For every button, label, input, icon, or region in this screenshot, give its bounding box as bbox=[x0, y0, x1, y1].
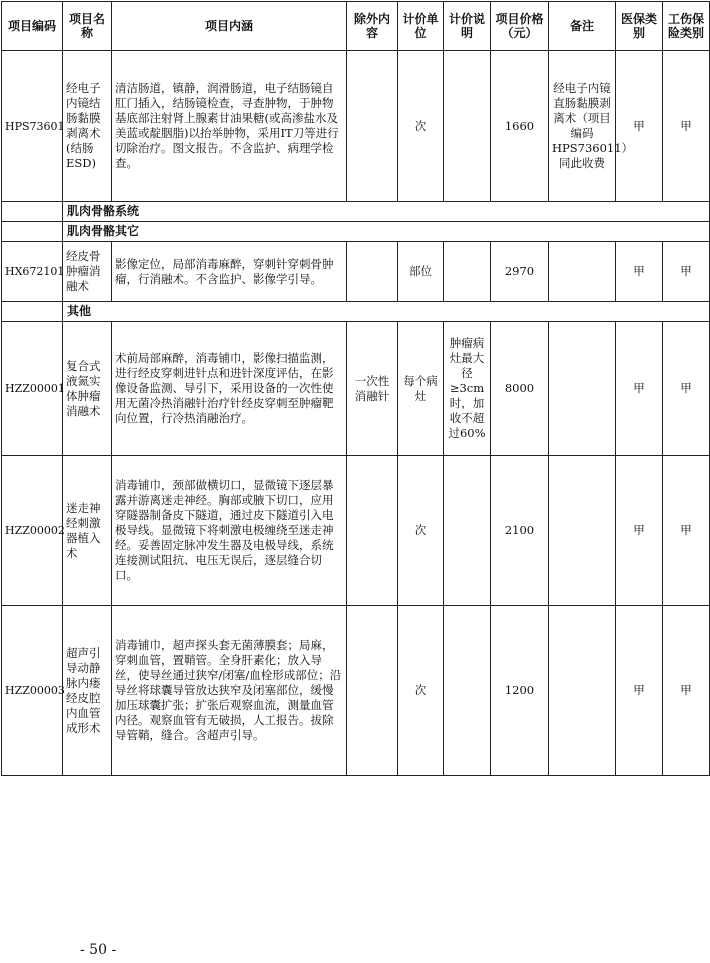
row-content: 影像定位，局部消毒麻醉，穿刺针穿刺骨肿瘤，行消融术。不含监护、影像学引导。 bbox=[112, 242, 347, 302]
row-insurance: 甲 bbox=[616, 606, 663, 776]
row-injury: 甲 bbox=[663, 242, 710, 302]
row-name: 经皮骨肿瘤消融术 bbox=[63, 242, 112, 302]
row-pricing-note bbox=[444, 242, 491, 302]
row-pricing-note bbox=[444, 51, 491, 202]
header-unit: 计价单位 bbox=[398, 2, 444, 51]
group-row bbox=[2, 222, 710, 242]
row-insurance: 甲 bbox=[616, 242, 663, 302]
price-table bbox=[1, 1, 710, 776]
header-injury: 工伤保险类别 bbox=[663, 2, 710, 51]
row-insurance: 甲 bbox=[616, 51, 663, 202]
row-content: 消毒铺巾，颈部做横切口，显微镜下逐层暴露并游离迷走神经。胸部或腋下切口，应用穿隧器制备皮下隧道，通过皮下隧道引入电极导线。显微镜下将刺激电极缠绕至迷走神经。妥善固定脉冲发生器及电极导线，系统连接测试阻抗、电压无误后，逐层缝合切口。 bbox=[112, 456, 347, 606]
header-price: 项目价格（元） bbox=[491, 2, 549, 51]
table-row bbox=[2, 242, 710, 302]
header-row bbox=[2, 2, 710, 51]
row-excluded bbox=[347, 606, 398, 776]
group-label: 肌肉骨骼系统 bbox=[63, 202, 710, 222]
group-row bbox=[2, 302, 710, 322]
row-code: HZZ00001 bbox=[2, 322, 63, 456]
row-content: 术前局部麻醉，消毒铺巾，影像扫描监测，进行经皮穿刺进针点和进针深度评估，在影像设备监测、导引下，采用设备的一次性使用无菌冷热消融针治疗针经皮穿刺至肿瘤靶向位置，行冷热消融治疗。 bbox=[112, 322, 347, 456]
header-remark: 备注 bbox=[549, 2, 616, 51]
row-price: 2100 bbox=[491, 456, 549, 606]
row-injury: 甲 bbox=[663, 51, 710, 202]
page-number: - 50 - bbox=[80, 942, 117, 958]
row-name: 迷走神经刺激器植入术 bbox=[63, 456, 112, 606]
header-code: 项目编码 bbox=[2, 2, 63, 51]
table-row bbox=[2, 606, 710, 776]
row-content: 消毒铺巾，超声探头套无菌薄膜套；局麻，穿刺血管，置鞘管。全身肝素化；放入导丝，使导丝通过狭窄/闭塞/血栓形成部位；沿导丝将球囊导管放达狭窄及闭塞部位，缓慢加压球囊扩张；扩张后观察血流，测量血管内径。观察血管有无破损，人工报告。拔除导管鞘，缝合。含超声引导。 bbox=[112, 606, 347, 776]
table-row bbox=[2, 456, 710, 606]
row-pricing-note bbox=[444, 606, 491, 776]
row-remark bbox=[549, 322, 616, 456]
row-price: 2970 bbox=[491, 242, 549, 302]
row-name: 复合式液氮实体肿瘤消融术 bbox=[63, 322, 112, 456]
row-name: 超声引导动静脉内瘘经皮腔内血管成形术 bbox=[63, 606, 112, 776]
row-pricing-note bbox=[444, 456, 491, 606]
row-pricing-note: 肿瘤病灶最大径≥3cm时，加收不超过60% bbox=[444, 322, 491, 456]
row-code: HX672101 bbox=[2, 242, 63, 302]
row-injury: 甲 bbox=[663, 322, 710, 456]
header-excluded: 除外内容 bbox=[347, 2, 398, 51]
row-code: HPS73601 bbox=[2, 51, 63, 202]
row-remark bbox=[549, 456, 616, 606]
row-code: HZZ00002 bbox=[2, 456, 63, 606]
row-injury: 甲 bbox=[663, 456, 710, 606]
row-unit: 次 bbox=[398, 606, 444, 776]
header-name: 项目名称 bbox=[63, 2, 112, 51]
row-remark bbox=[549, 242, 616, 302]
row-insurance: 甲 bbox=[616, 322, 663, 456]
group-row bbox=[2, 202, 710, 222]
row-unit: 部位 bbox=[398, 242, 444, 302]
row-price: 8000 bbox=[491, 322, 549, 456]
row-remark: 经电子内镜直肠黏膜剥离术（项目编码HPS736011）同此收费 bbox=[549, 51, 616, 202]
header-content: 项目内涵 bbox=[112, 2, 347, 51]
row-price: 1660 bbox=[491, 51, 549, 202]
row-excluded bbox=[347, 51, 398, 202]
row-content: 清洁肠道，镇静，润滑肠道，电子结肠镜自肛门插入，结肠镜检查，寻查肿物，于肿物基底部注射肾上腺素甘油果糖(或高渗盐水及美蓝或靛胭脂)以抬举肿物，采用IT刀等进行切除治疗。图文报告。不含监护、病理学检查。 bbox=[112, 51, 347, 202]
header-pricing-note: 计价说明 bbox=[444, 2, 491, 51]
row-price: 1200 bbox=[491, 606, 549, 776]
row-unit: 次 bbox=[398, 456, 444, 606]
row-code: HZZ00003 bbox=[2, 606, 63, 776]
row-name: 经电子内镜结肠黏膜剥离术(结肠ESD) bbox=[63, 51, 112, 202]
group-label: 肌肉骨骼其它 bbox=[63, 222, 710, 242]
row-excluded bbox=[347, 242, 398, 302]
row-excluded: 一次性消融针 bbox=[347, 322, 398, 456]
row-remark bbox=[549, 606, 616, 776]
row-excluded bbox=[347, 456, 398, 606]
row-unit: 次 bbox=[398, 51, 444, 202]
table-row bbox=[2, 51, 710, 202]
row-insurance: 甲 bbox=[616, 456, 663, 606]
row-unit: 每个病灶 bbox=[398, 322, 444, 456]
group-label: 其他 bbox=[63, 302, 710, 322]
table-row bbox=[2, 322, 710, 456]
header-insurance: 医保类别 bbox=[616, 2, 663, 51]
row-injury: 甲 bbox=[663, 606, 710, 776]
